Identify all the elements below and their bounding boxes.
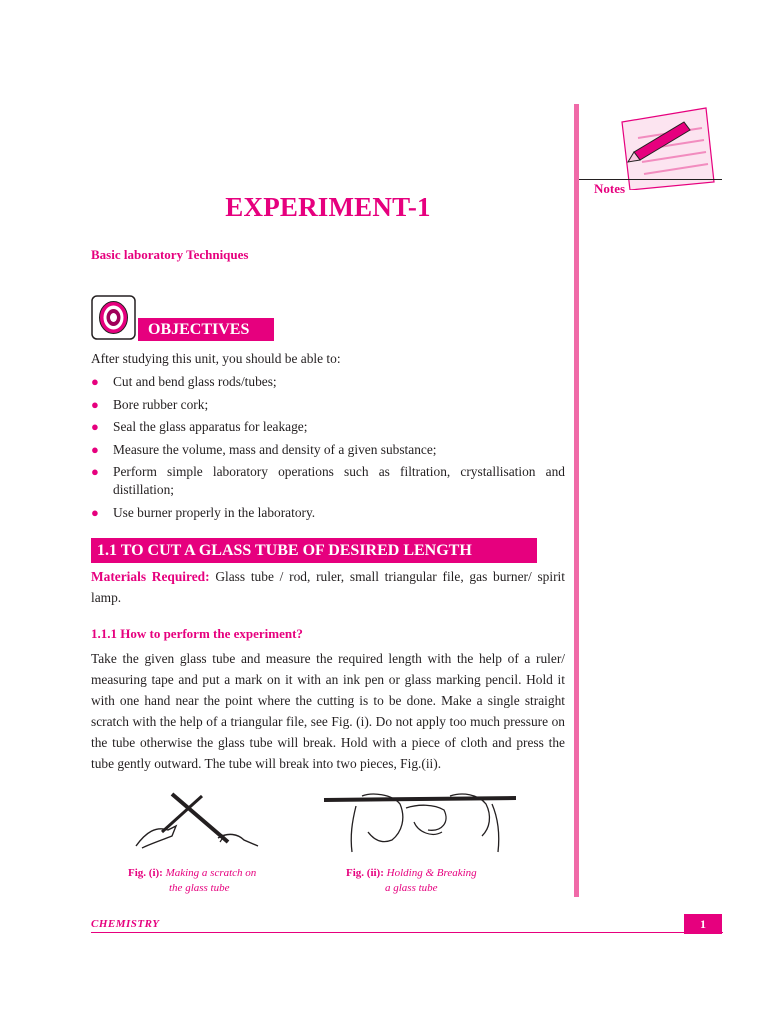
bullet-icon: ● [91, 397, 99, 412]
caption-text: Making a scratch on [165, 867, 257, 879]
page-title: EXPERIMENT-1 [225, 192, 431, 222]
caption-line [128, 866, 298, 881]
figure-label: Fig. (i): [128, 867, 163, 879]
footer-subject: CHEMISTRY [91, 918, 160, 930]
materials-paragraph [91, 566, 565, 608]
page-subtitle: Basic laboratory Techniques [91, 247, 249, 262]
bullet-icon: ● [91, 374, 99, 389]
objectives-intro: After studying this unit, you should be able to: [91, 351, 341, 366]
bullet-icon: ● [91, 464, 99, 479]
objectives-heading: OBJECTIVES [138, 318, 274, 341]
materials-text: Glass tube / rod, ruler, small triangular file, gas burner/ spirit lamp. [91, 569, 565, 605]
scratch-glass-tube-illustration [132, 790, 262, 850]
figure-label: Fig. (ii): [346, 867, 384, 879]
footer-rule [91, 932, 723, 933]
notes-rule [579, 179, 722, 180]
caption-line [346, 866, 516, 881]
page-number: 1 [684, 914, 722, 934]
notepad-pencil-icon [610, 104, 720, 190]
bullet-icon: ● [91, 442, 99, 457]
caption-text: a glass tube [385, 882, 438, 894]
figure-caption [128, 866, 298, 896]
caption-text: Holding & Breaking [386, 867, 477, 879]
procedure-paragraph: Take the given glass tube and measure the required length with the help of a ruler/ measuring tape and put a mark on it with an ink pen or glass marking pencil. Hold it with one hand near the point where the cutting is to be done. Make a single straight scratch with the help of a triangular file, see Fig. (i). Do not apply too much pressure on the tube otherwise the glass tube will break. Hold with a piece of cloth and press the tube gently outward. The tube will break into two pieces, Fig.(ii). [91, 651, 565, 771]
caption-text: the glass tube [169, 882, 230, 894]
bullet-icon: ● [91, 419, 99, 434]
section-heading: 1.1 TO CUT A GLASS TUBE OF DESIRED LENGTH [91, 538, 537, 563]
target-icon [91, 295, 136, 340]
materials-label: Materials Required: [91, 569, 210, 584]
figure-caption [346, 866, 516, 896]
notes-label: Notes [594, 181, 626, 196]
subsection-heading: 1.1.1 How to perform the experiment? [91, 626, 303, 641]
bullet-icon: ● [91, 505, 99, 520]
break-glass-tube-illustration [322, 792, 518, 854]
